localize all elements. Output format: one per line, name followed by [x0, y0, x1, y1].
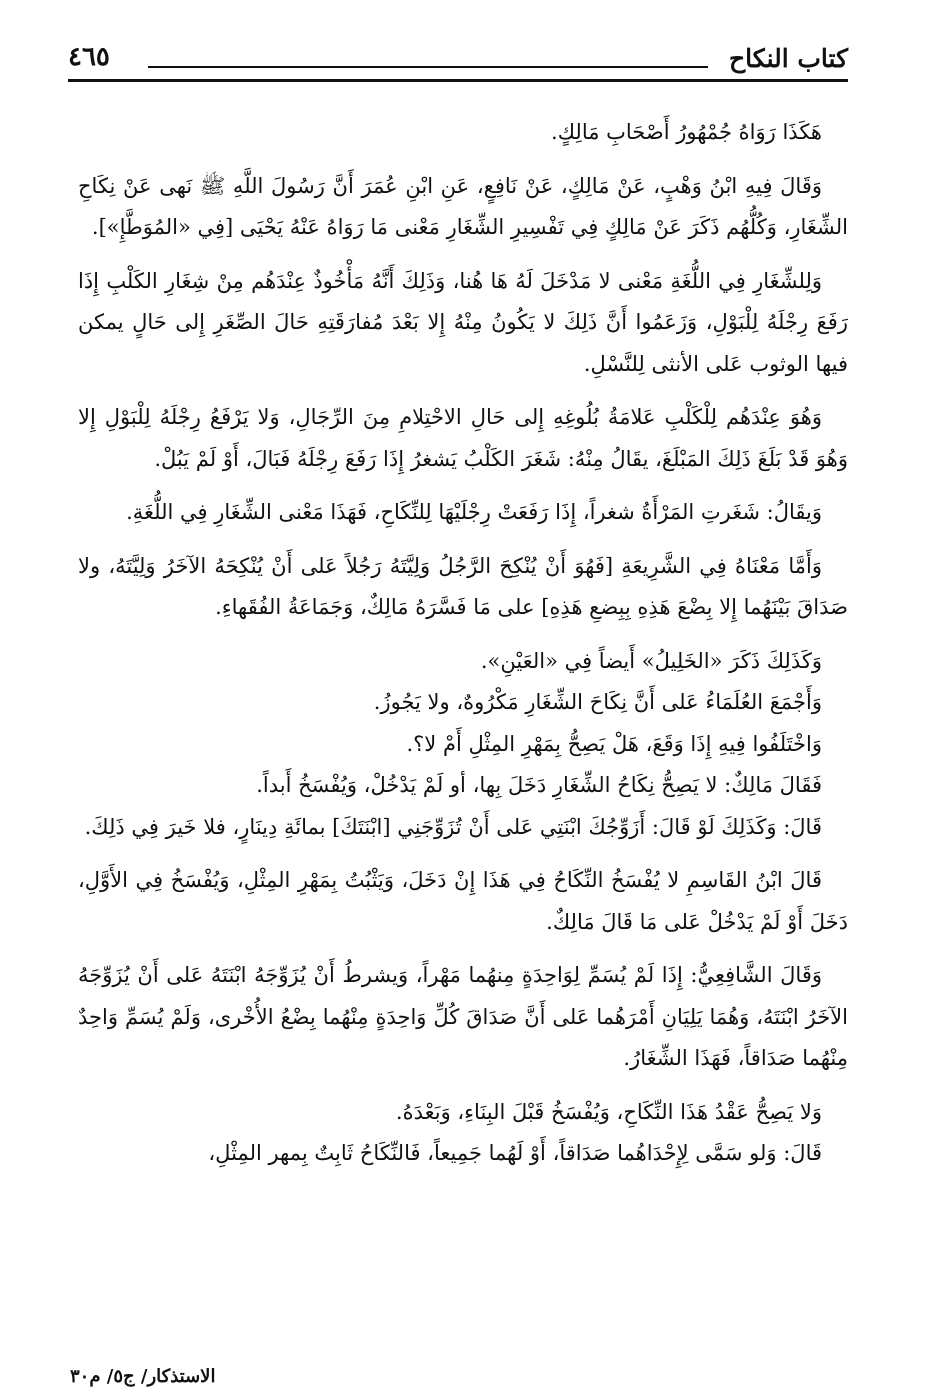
paragraph: قَالَ: وَكَذَلِكَ لَوْ قَالَ: أَزَوِّجُكَ ابْنَتِي عَلى أَنْ تُزَوِّجَنِي [ابْنَتَكَ] بمائَةِ دِينَارٍ، فلا خَيرَ فِي ذَلِكَ.	[84, 814, 822, 839]
paragraph: وَأَجْمَعَ العُلَمَاءُ عَلى أَنَّ نِكَاحَ الشِّغَارِ مَكْرُوهٌ، ولا يَجُوزُ.	[373, 690, 822, 714]
header-line	[148, 66, 708, 68]
paragraph: وَلِلشِّغَارِ فِي اللُّغَةِ مَعْنى لا مَدْخَلَ لَهُ هَا هُنا، وَذَلِكَ أَنَّهُ مَأْخُوذٌ عِنْدَهُم مِنْ شِغَارِ الكَلْبِ إِذَا رَفَعَ رِجْلَهُ لِلْبَوْلِ، وَزَعَمُوا أَنَّ ذَلِكَ لا يَكُونُ مِنْهُ إِلا بَعْدَ مُفارَقَتِهِ حَالَ الصِّغَرِ إِلى حَالٍ يمكن فيها الوثوب عَلى الأنثى لِلنَّسْلِ.	[78, 268, 848, 376]
page-header	[68, 38, 848, 82]
paragraph: وَاخْتَلَفُوا فِيهِ إِذَا وَقَعَ، هَلْ يَصِحُّ بِمَهْرِ المِثْلِ أَمْ لا؟.	[406, 731, 822, 756]
paragraph: قَالَ: وَلو سَمَّى لِإِحْدَاهُما صَدَاقاً، أَوْ لَهُما جَمِيعاً، فَالنِّكَاحُ ثَابِتٌ بِمهر المِثْلِ،	[208, 1141, 822, 1165]
header-rule	[68, 79, 848, 82]
body-text	[78, 112, 848, 1175]
paragraph: وَقَالَ فِيهِ ابْنُ وَهْبٍ، عَنْ مَالِكٍ، عَنْ نَافِعٍ، عَنِ ابْنِ عُمَرَ أَنَّ رَسُولَ اللَّهِ ﷺ نَهى عَنْ نِكَاحِ الشِّغَارِ، وَكُلُّهُم ذَكَرَ عَنْ مَالِكٍ فِي تَفْسِيرِ الشِّغَارِ مَعْنى مَا رَوَاهُ عَنْهُ يَحْيَى [فِي «المُوَطَّإِ»].	[78, 173, 848, 239]
page-footer: الاستذكار/ ج٥/ م٣٠	[70, 1366, 216, 1387]
paragraph: وَلا يَصِحُّ عَقْدُ هَذَا النِّكَاحِ، وَيُفْسَخُ قَبْلَ البِنَاءِ، وَبَعْدَهُ.	[395, 1099, 822, 1124]
chapter-title: كتاب النكاح	[721, 44, 848, 73]
paragraph: وَأَمَّا مَعْنَاهُ فِي الشَّرِيعَةِ [فَهُوَ أَنْ يُنْكِحَ الرَّجُلُ وَلِيَّتَهُ رَجُلاً عَلى أَنْ يُنْكِحَهُ الآخَرُ وَلِيَّتَهُ، ولا صَدَاقَ بَيْنَهُما إِلا بِضْعَ هَذِهِ بِبِضعِ هَذِهِ] على مَا فَسَّرَهُ مَالِكٌ، وَجَمَاعَةُ الفُقَهاءِ.	[78, 553, 848, 619]
paragraph: وَيقَالُ: شَغَرتِ المَرْأَةُ شغراً، إِذَا رَفَعَتْ رِجْلَيْهَا لِلنِّكَاحِ، فَهَذَا مَعْنى الشِّغَارِ فِي اللُّغَةِ.	[126, 500, 822, 524]
paragraph: وَكَذَلِكَ ذَكَرَ «الخَلِيلُ» أَيضاً فِي «العَيْنِ».	[480, 648, 822, 673]
paragraph: هَكَذَا رَوَاهُ جُمْهُورُ أَصْحَابِ مَالِكٍ.	[551, 120, 822, 144]
paragraph: قَالَ ابْنُ القَاسِمِ لا يُفْسَخُ النِّكَاحُ فِي هَذَا إِنْ دَخَلَ، وَيَثْبُتُ بِمَهْرِ المِثْلِ، وَيُفْسَخُ فِي الأَوَّلِ، دَخَلَ أَوْ لَمْ يَدْخُلْ عَلى مَا قَالَ مَالِكٌ.	[78, 868, 848, 934]
paragraph: فَقَالَ مَالِكٌ: لا يَصِحُّ نِكَاحُ الشِّغَارِ دَخَلَ بِها، أو لَمْ يَدْخُلْ، وَيُفْسَخُ أَبداً.	[256, 773, 822, 797]
paragraph: وَهُوَ عِنْدَهُم لِلْكَلْبِ عَلامَةُ بُلُوغِهِ إِلى حَالِ الاحْتِلامِ مِنَ الرِّجَالِ، وَلا يَرْفَعُ رِجْلَهُ لِلْبَوْلِ إِلا وَهُوَ قَدْ بَلَغَ ذَلِكَ المَبْلَغَ، يقَالُ مِنْهُ: شَغَرَ الكَلْبُ يَشغرُ إِذَا رَفَعَ رِجْلَهُ فَبَالَ، أَوْ لَمْ يَبُلْ.	[78, 405, 848, 471]
paragraph: وَقَالَ الشَّافِعِيُّ: إِذَا لَمْ يُسَمِّ لِوَاحِدَةٍ مِنهُما مَهْراً، وَيشرطُ أَنْ يُزَوِّجَهُ ابْنَتَهُ عَلى أَنْ يُزَوِّجَهُ الآخَرُ ابْنَتَهُ، وَهُمَا يَلِيَانِ أَمْرَهُما عَلى أَنَّ صَدَاقَ كُلِّ وَاحِدَةٍ مِنْهُما بِضْعُ الأُخْرى، وَلَمْ يُسَمِّ وَاحِدٌ مِنْهُما صَدَاقاً، فَهَذَا الشِّغَارُ.	[78, 963, 848, 1070]
page-number: ٤٦٥	[68, 42, 118, 72]
